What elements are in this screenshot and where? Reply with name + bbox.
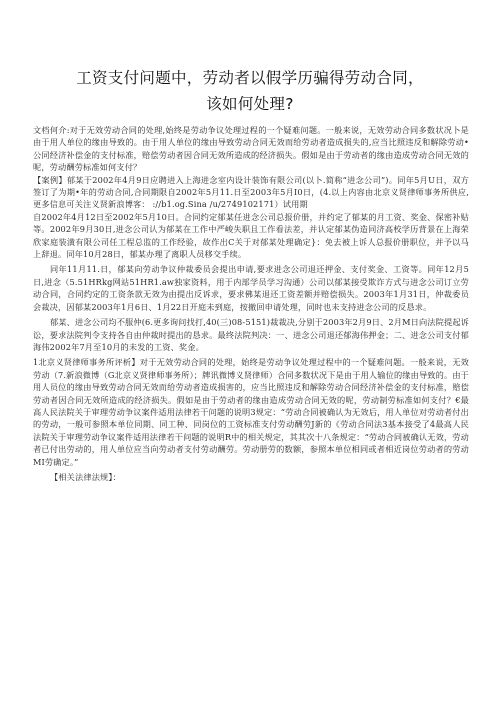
case-continuation-paragraph: 自2002年4月12日至2002年5月10日。合同约定郁某任进念公司总报价册，并约定了郁某的月工资、奖金、保密补贴等。2002年9月30日,进念公司认为郁某在工作中严峻失职且工作看法差，并认定郁某伪造同济高校学历背景在上海荣欣家庭装潢有限公司任工程总监的工作经验，故作出C关于对郁某处理确定}：免去被上诉人总报价册职位，并予以马上辞退。同年10月28日，郁某办理了离职人员移交手续。 bbox=[33, 211, 469, 260]
document-body bbox=[33, 124, 469, 483]
judgment-paragraph: 郁某、进念公司均不服仲(6.更多询问找打,40(三)08-5151)裁裁决,分别于2003年2月9日、2月M日向法院提起诉讼，要求法院判令支持各自由仲裁时提出的恳求。最终法院判决：一、进念公司退还郁海伟押金；二、进念公司支付郁海伟2002年7月至10月的未发的工资、奖金。 bbox=[33, 317, 469, 352]
document-title-line-2: 该如何处理? bbox=[206, 95, 294, 113]
analysis-paragraph: 1北京义贤律师事务所评析】对于无效劳动合同的处理，始终是劳动争议处理过程中的一个疑难问题。一般来说，无效劳动（7.新浪微博（G北京义贤律师事务所）；牌讯微博义贤律师）合同多数状况下是由于用人输位的缘由导致的。由于用人员位的缘由导致劳动合同无效而给劳动者造成损害的，应当比照违反和解除劳动合同经济补偿金的支付标准，赔偿劳动者因合同无效所造成的经济损失。假如是由于劳动者的缘由造成劳动合同无效的呢，劳动制劳标准如何支付？€最高人民法院关于审理劳动争议案件适用法律若干问题的说明3规定：“劳动合同被确认为无效后，用人单位对劳动者付出的劳动，一般可参照本单位同期、同工种、同岗位的工资标准支付劳动酬劳J新的《劳动合同法3基本接受了4最高人民法院关于审理劳动争议案件适用法律若干问题的说明R中的相关规定，其其次十八条规定：“劳动合同被确认无效，劳动者已付出劳动的，用人单位应当向劳动者支付劳动酬劳。劳动册劳的数额，参照本单位相同或者相近岗位劳动者的劳动MI劳确定。” bbox=[33, 357, 469, 467]
related-laws-heading: 【相关法律法规】： bbox=[50, 471, 121, 482]
case-paragraph: 【案例】郁某于2002年4月9日应聘进入上海进念室内设计装饰有限公司(以卜.简称“进念公司”)。同年5月U日，双方签订了为期•年的劳动合同,合同期限自2002年5月11.日至2003年5月I0日，(4.以上内容由北京义贤律师事务所供应,更多信息可关注义贤新浪博客： ://b1.og.Sina /u/2749102171）试用期 bbox=[33, 174, 469, 210]
document-title-line-1: 工资支付问题中，劳动者以假学历骗得劳动合同， bbox=[76, 69, 424, 87]
arbitration-paragraph: 同年11月11.日，郁某向劳动争议仲裁委员会提出申请,要求进念公司退还押金、支付奖金、工资等。同年12月5日,进念（5.51HRkg网站51HR1.aw独家资料，用于内部学员学习沟通）公司以郁某接受欺诈方式与进念公司订立劳动合同，合同约定的工资条款无效为由提出反诉求，要求佛某退还工资差额并赔偿损失。2003年1月31日，仲裁委员会裁决，因郁某2003年1月6日、1月22日开庭未到庭，按撤回申请处理，同时也未支持进念公司的反恳求。 bbox=[33, 264, 469, 312]
abstract-paragraph: 文档何介:对于无效劳动合同的处理,始终是劳动争议处理过程的一个疑难问题。一般来说，无效劳动合同多数状况卜是由于用人单位的缘由导致的。由于用人单位的缘由导致劳动合同无效而给劳动者造成损失的,应当比照违反和解除劳动•公同经济补偿金的支付标准，赔偿劳动者因合同无效所造成的经济损失。假如是由于劳动者的缘由造成劳动合同无效的呢，劳动酬劳标准如何支付？ bbox=[33, 125, 469, 173]
